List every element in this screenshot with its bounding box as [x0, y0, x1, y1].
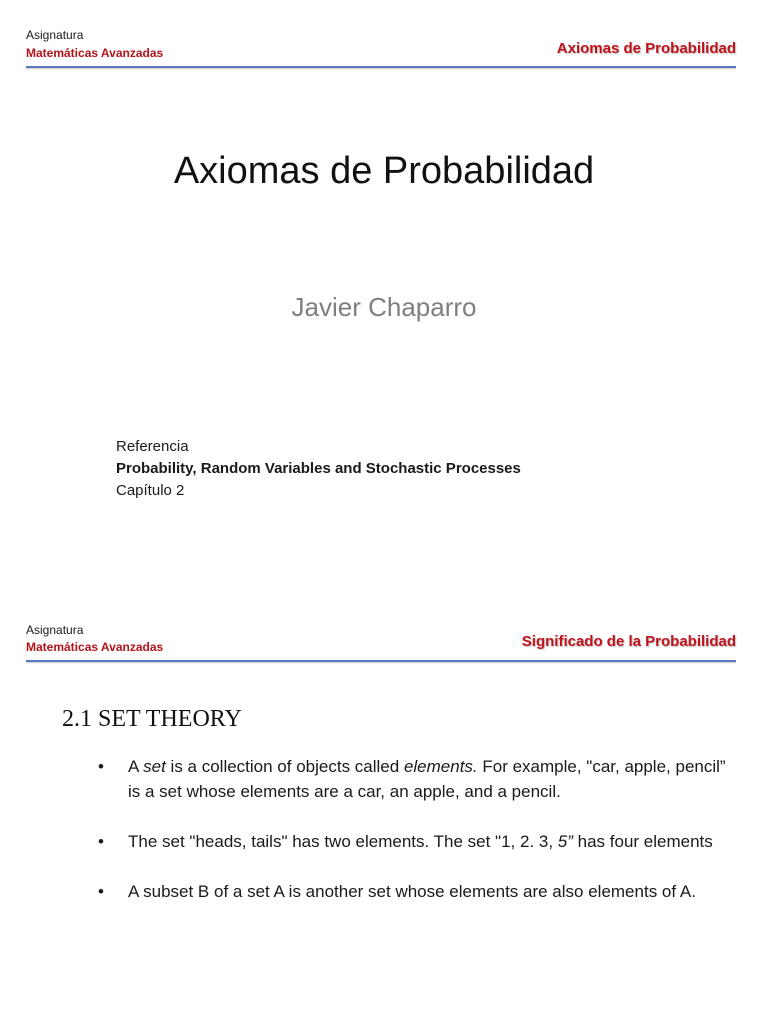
header-divider	[26, 660, 736, 662]
slide-header	[0, 596, 768, 676]
bullet-emphasis: 5”	[557, 832, 573, 851]
bullet-list	[96, 754, 726, 929]
list-item	[96, 754, 726, 804]
bullet-text: A subset B of a set A is another set whose elements are also elements of A.	[128, 882, 696, 901]
author-name: Javier Chaparro	[291, 292, 477, 322]
presentation-title: Axiomas de Probabilidad	[173, 150, 595, 192]
bullet-icon: •	[98, 757, 104, 776]
course-name: Matemáticas Avanzadas	[26, 640, 164, 654]
course-name: Matemáticas Avanzadas	[26, 46, 164, 60]
bullet-text: For example, "car, apple, pencil” is a set whose elements are a car, an apple, and a pencil.	[128, 757, 726, 801]
bullet-text: A	[128, 757, 144, 776]
slide-header	[0, 0, 768, 80]
content-slide	[0, 596, 768, 1024]
header-topic: Axiomas de Probabilidad	[556, 40, 736, 57]
reference-book: Probability, Random Variables and Stochastic Processes	[116, 460, 521, 477]
bullet-text: The set "heads, tails" has two elements. The set "1, 2. 3,	[128, 832, 558, 851]
header-topic: Significado de la Probabilidad	[521, 633, 736, 650]
header-divider	[26, 66, 736, 68]
section-title: 2.1 SET THEORY	[62, 706, 242, 732]
bullet-emphasis: elements.	[403, 757, 478, 776]
bullet-text: is a collection of objects called	[165, 757, 404, 776]
bullet-icon: •	[98, 882, 104, 901]
bullet-text: has four elements	[572, 832, 713, 851]
reference-chapter: Capítulo 2	[116, 482, 185, 499]
bullet-icon: •	[98, 832, 104, 851]
list-item	[96, 829, 726, 854]
bullet-emphasis: set	[143, 757, 166, 776]
list-item	[96, 879, 726, 904]
reference-label: Referencia	[116, 438, 189, 455]
course-label: Asignatura	[26, 28, 84, 42]
reference-block	[116, 436, 521, 502]
course-label: Asignatura	[26, 623, 84, 637]
